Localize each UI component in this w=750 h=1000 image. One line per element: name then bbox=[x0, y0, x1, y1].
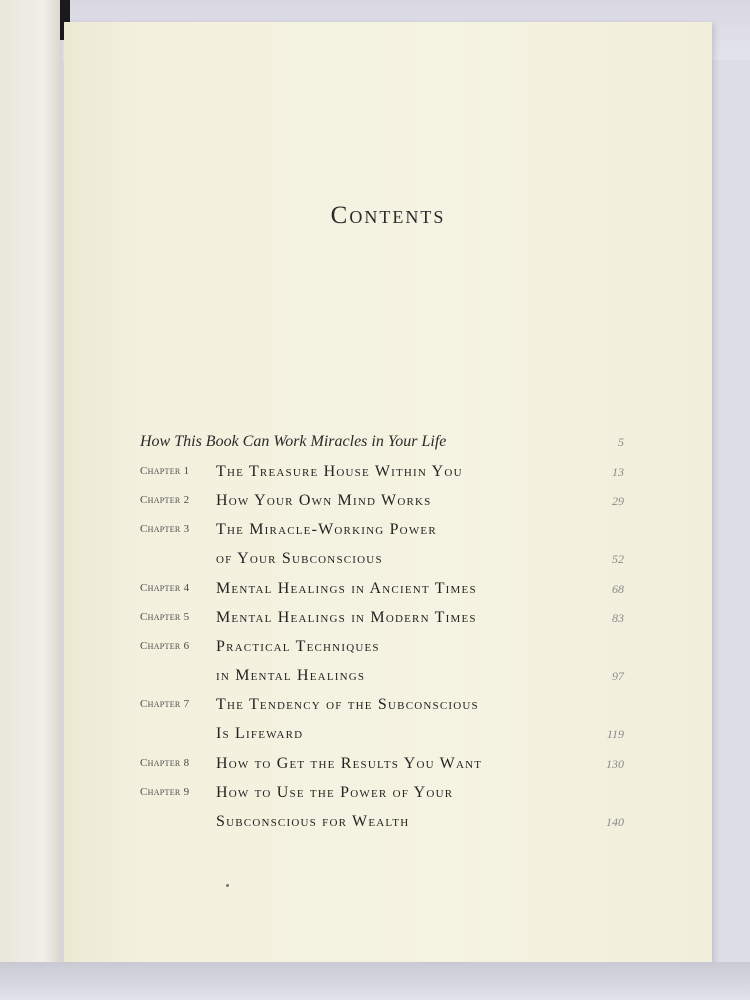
toc-chapter-continuation bbox=[64, 725, 712, 751]
chapter-label: Chapter 2 bbox=[140, 494, 190, 506]
page-number: 29 bbox=[612, 494, 624, 508]
toc-chapter-row bbox=[64, 609, 712, 635]
chapter-label: Chapter 7 bbox=[140, 698, 190, 710]
toc-intro-row bbox=[64, 433, 712, 459]
toc-chapter-row bbox=[64, 521, 712, 547]
chapter-label: Chapter 9 bbox=[140, 786, 190, 798]
chapter-title: The Miracle-Working Power bbox=[216, 521, 437, 538]
chapter-title-continued: in Mental Healings bbox=[216, 667, 366, 684]
page-number: 68 bbox=[612, 582, 624, 596]
contents-title: Contents bbox=[330, 202, 446, 229]
toc-chapter-continuation bbox=[64, 813, 712, 839]
page-number: 119 bbox=[606, 727, 624, 741]
page-number: 140 bbox=[606, 815, 624, 829]
page-number: 13 bbox=[612, 465, 624, 479]
chapter-title-continued: of Your Subconscious bbox=[216, 550, 383, 567]
page-number: 52 bbox=[612, 552, 624, 566]
toc-chapter-row bbox=[64, 784, 712, 810]
book-cover-edge bbox=[0, 0, 62, 1000]
chapter-title: The Tendency of the Subconscious bbox=[216, 696, 479, 713]
chapter-label: Chapter 1 bbox=[140, 465, 190, 477]
chapter-title: How to Use the Power of Your bbox=[216, 784, 454, 801]
page-number: 83 bbox=[612, 611, 624, 625]
page-speck bbox=[226, 884, 229, 887]
toc-chapter-row bbox=[64, 638, 712, 664]
book-page bbox=[64, 22, 712, 962]
chapter-label: Chapter 6 bbox=[140, 640, 190, 652]
chapter-title: The Treasure House Within You bbox=[216, 463, 463, 480]
background-bottom bbox=[0, 962, 750, 1000]
page-number: 5 bbox=[618, 435, 624, 449]
chapter-label: Chapter 3 bbox=[140, 523, 190, 535]
chapter-title: How Your Own Mind Works bbox=[216, 492, 432, 509]
intro-title: How This Book Can Work Miracles in Your Life bbox=[140, 433, 447, 450]
toc-chapter-continuation bbox=[64, 550, 712, 576]
page-number: 97 bbox=[612, 669, 624, 683]
toc-chapter-row bbox=[64, 696, 712, 722]
chapter-title: Practical Techniques bbox=[216, 638, 380, 655]
chapter-title: How to Get the Results You Want bbox=[216, 755, 483, 772]
toc-chapter-row bbox=[64, 463, 712, 489]
chapter-title-continued: Subconscious for Wealth bbox=[216, 813, 410, 830]
toc-chapter-continuation bbox=[64, 667, 712, 693]
chapter-label: Chapter 4 bbox=[140, 582, 190, 594]
toc-chapter-row bbox=[64, 755, 712, 781]
page-number: 130 bbox=[606, 757, 624, 771]
chapter-title: Mental Healings in Ancient Times bbox=[216, 580, 477, 597]
chapter-title-continued: Is Lifeward bbox=[216, 725, 304, 742]
toc-chapter-row bbox=[64, 492, 712, 518]
chapter-label: Chapter 8 bbox=[140, 757, 190, 769]
chapter-label: Chapter 5 bbox=[140, 611, 190, 623]
chapter-title: Mental Healings in Modern Times bbox=[216, 609, 477, 626]
toc-chapter-row bbox=[64, 580, 712, 606]
